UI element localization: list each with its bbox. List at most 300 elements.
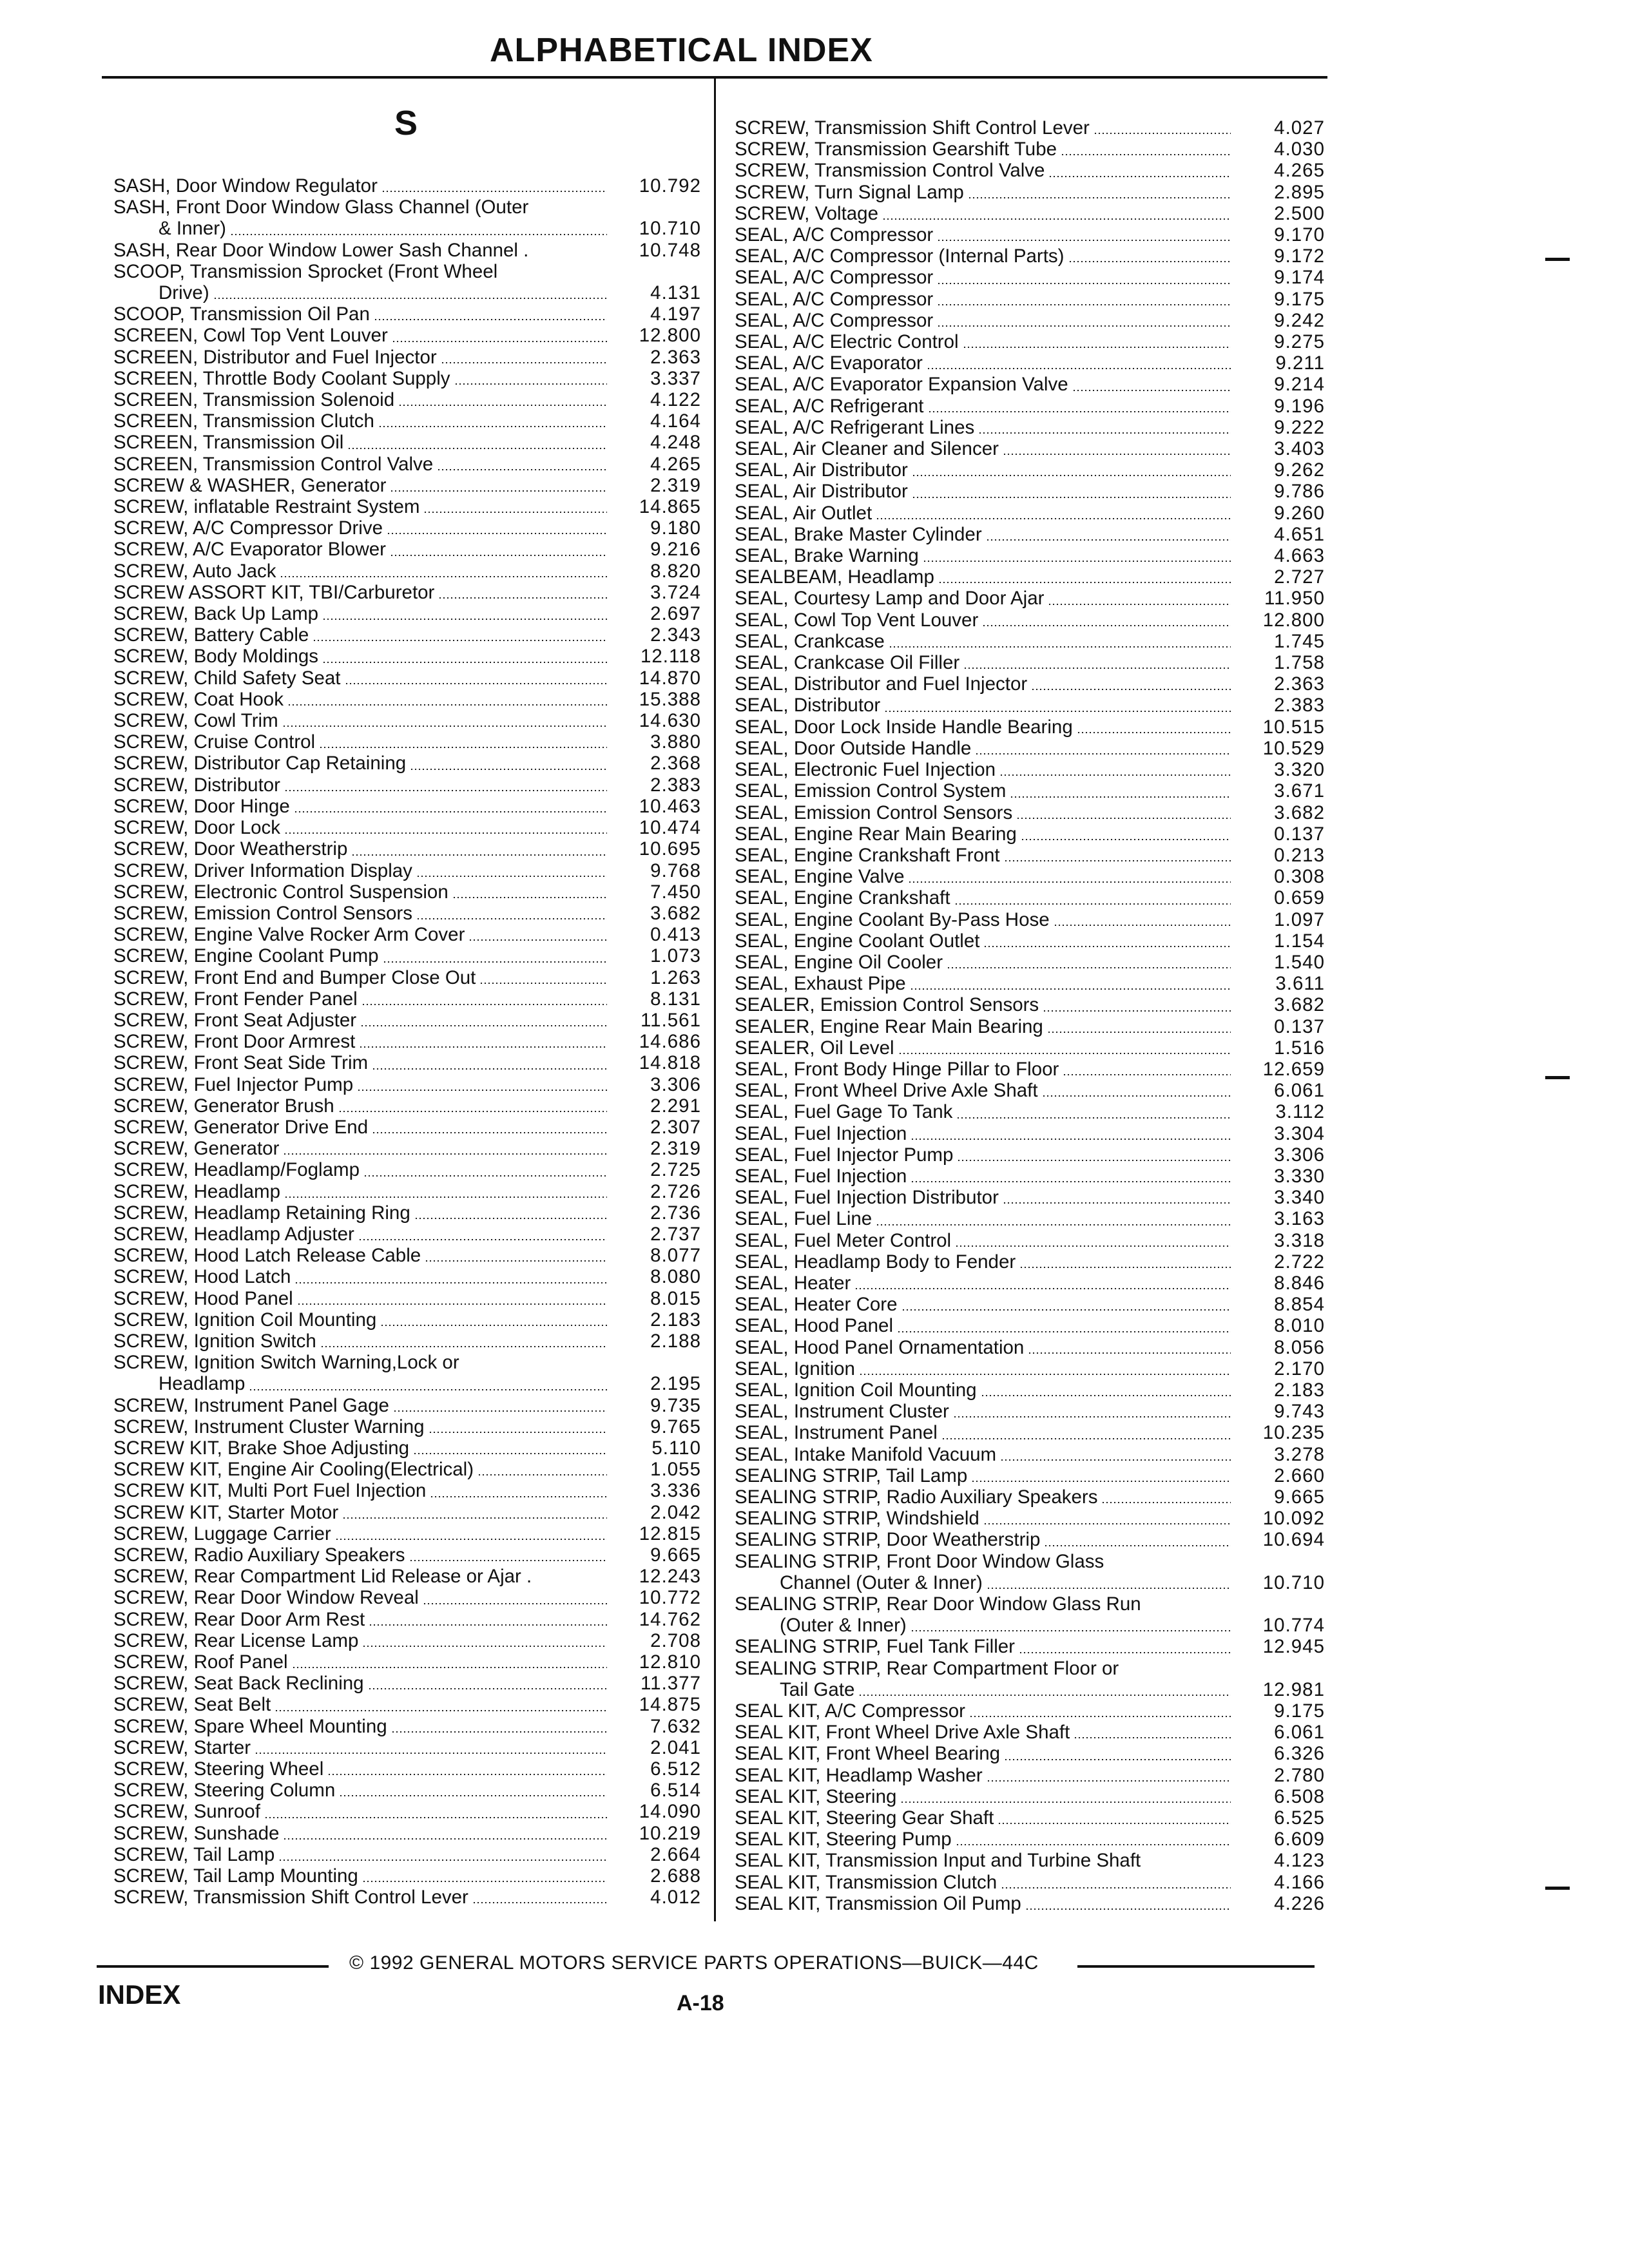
dot-leader [969, 1716, 1231, 1717]
index-entry [113, 1459, 701, 1480]
dot-leader [1101, 1502, 1231, 1503]
entry-description: SEAL, A/C Compressor (Internal Parts) [735, 245, 1065, 267]
entry-description: SCREW, Generator Drive End [113, 1116, 369, 1138]
entry-reference: 9.211 [1275, 352, 1325, 374]
entry-reference: 9.260 [1274, 502, 1325, 524]
index-entry [113, 325, 701, 346]
dot-leader [335, 1539, 607, 1540]
dot-leader [287, 704, 607, 706]
entry-description: SCREW, Auto Jack [113, 560, 276, 582]
dot-leader [947, 967, 1231, 968]
index-entry [113, 1288, 701, 1309]
entry-reference: 15.388 [639, 688, 701, 710]
index-entry [735, 695, 1325, 716]
entry-reference: 9.175 [1274, 1700, 1325, 1722]
entry-description: SCREW, Ignition Switch Warning,Lock or [113, 1352, 459, 1374]
entry-reference: 0.213 [1274, 844, 1325, 866]
entry-reference: 6.061 [1274, 1722, 1325, 1744]
entry-description: SCREW KIT, Engine Air Cooling(Electrical) [113, 1459, 474, 1481]
entry-reference: 3.330 [1274, 1165, 1325, 1187]
entry-description: SCREW, A/C Evaporator Blower [113, 539, 386, 561]
entry-description: SCREW, Engine Coolant Pump [113, 945, 379, 967]
entry-reference: 3.340 [1274, 1187, 1325, 1209]
entry-reference: 3.320 [1274, 759, 1325, 781]
index-entry [735, 1872, 1325, 1893]
entry-reference: 1.055 [650, 1459, 701, 1481]
entry-description: SEALING STRIP, Fuel Tank Filler [735, 1636, 1016, 1658]
index-entry [735, 1401, 1325, 1422]
dot-leader [1019, 1652, 1231, 1653]
footer-section-label: INDEX [98, 1979, 181, 2010]
entry-description: (Outer & Inner) [780, 1615, 907, 1637]
dot-leader [998, 1823, 1231, 1824]
dot-leader [978, 432, 1231, 434]
dot-leader [416, 876, 607, 877]
entry-description: SCREW, Engine Valve Rocker Arm Cover [113, 924, 465, 946]
dot-leader [342, 1517, 607, 1519]
dot-leader [884, 711, 1231, 712]
entry-description: SEAL, Air Distributor [735, 481, 908, 503]
entry-description: SCREW, Rear Compartment Lid Release or Ajar . [113, 1566, 532, 1588]
entry-reference: 0.137 [1274, 1015, 1325, 1037]
entry-reference: 3.611 [1275, 973, 1325, 995]
index-entry [113, 1117, 701, 1138]
entry-description: SEALING STRIP, Rear Door Window Glass Run [735, 1593, 1141, 1615]
entry-reference: 4.166 [1274, 1871, 1325, 1893]
index-entry [113, 774, 701, 796]
entry-reference: 0.308 [1274, 866, 1325, 888]
index-entry [735, 1101, 1325, 1122]
index-entry [735, 1187, 1325, 1208]
entry-description: SEAL, Fuel Gage To Tank [735, 1101, 953, 1123]
index-entry [113, 988, 701, 1010]
dot-leader [982, 625, 1231, 626]
entry-reference: 6.512 [650, 1758, 701, 1780]
index-entry [735, 481, 1325, 502]
entry-reference: 2.319 [650, 474, 701, 496]
entry-description: Drive) [159, 282, 209, 304]
entry-reference: 2.697 [650, 603, 701, 625]
dot-leader [338, 1111, 607, 1112]
entry-reference: 12.810 [639, 1651, 701, 1673]
dot-leader [398, 405, 607, 406]
index-entry [735, 1166, 1325, 1187]
dot-leader [438, 597, 607, 599]
dot-leader [292, 1667, 607, 1668]
entry-reference: 3.304 [1274, 1122, 1325, 1144]
entry-reference: 9.786 [1274, 481, 1325, 503]
dot-leader [278, 1860, 607, 1861]
dot-leader [358, 1239, 607, 1240]
entry-reference: 2.500 [1274, 202, 1325, 224]
dot-leader [1003, 1202, 1231, 1204]
entry-reference: 4.651 [1274, 523, 1325, 545]
dot-leader [280, 576, 607, 577]
entry-reference: 9.262 [1274, 459, 1325, 481]
entry-description: SEAL, Engine Valve [735, 866, 905, 888]
dot-leader [1043, 1010, 1231, 1012]
dot-leader [392, 341, 607, 342]
index-entry [113, 1502, 701, 1523]
entry-reference: 6.609 [1274, 1829, 1325, 1850]
dot-leader [889, 646, 1231, 648]
entry-reference: 4.123 [1274, 1850, 1325, 1872]
column-divider [714, 79, 716, 1921]
entry-reference: 2.368 [650, 753, 701, 774]
entry-description: SCREW, Headlamp [113, 1180, 281, 1202]
index-entry [735, 289, 1325, 310]
index-entry [735, 610, 1325, 631]
dot-leader [986, 539, 1231, 541]
entry-reference: 8.010 [1274, 1315, 1325, 1337]
entry-reference: 4.030 [1274, 139, 1325, 160]
entry-description: SEAL KIT, Steering Pump [735, 1829, 952, 1850]
entry-description: SEAL, A/C Electric Control [735, 331, 959, 353]
right-index-column [735, 117, 1325, 1914]
index-entry [735, 1144, 1325, 1166]
entry-reference: 2.195 [650, 1373, 701, 1395]
index-entry [113, 1416, 701, 1437]
entry-reference: 10.710 [1262, 1571, 1325, 1593]
dot-leader [956, 1844, 1231, 1845]
entry-description: SASH, Rear Door Window Lower Sash Channel . [113, 239, 529, 261]
index-entry [113, 817, 701, 838]
entry-description: SCREEN, Transmission Oil [113, 432, 344, 454]
index-entry [735, 759, 1325, 780]
dot-leader [987, 1588, 1231, 1589]
entry-reference: 1.154 [1274, 930, 1325, 952]
dot-leader [378, 426, 607, 427]
entry-description: & Inner) [159, 218, 226, 240]
entry-description: SEAL, Engine Crankshaft Front [735, 844, 1000, 866]
entry-reference: 12.800 [639, 325, 701, 347]
entry-description: SCREW, Child Safety Seat [113, 667, 341, 689]
index-entry [113, 967, 701, 988]
entry-description: SEAL KIT, Headlamp Washer [735, 1764, 983, 1786]
index-entry [113, 646, 701, 667]
entry-description: SCREEN, Throttle Body Coolant Supply [113, 367, 450, 389]
index-entry [113, 1224, 701, 1245]
index-entry [735, 1850, 1325, 1871]
entry-reference: 9.768 [650, 860, 701, 881]
dot-leader [264, 1817, 607, 1818]
entry-description: SCOOP, Transmission Oil Pan [113, 303, 370, 325]
entry-description: SEAL, Front Wheel Drive Axle Shaft [735, 1080, 1038, 1102]
dot-leader [876, 1224, 1231, 1225]
entry-reference: 9.665 [650, 1544, 701, 1566]
entry-description: SCREW, Transmission Gearshift Tube [735, 139, 1057, 160]
entry-description: SCREW, Spare Wheel Mounting [113, 1715, 387, 1737]
index-entry [113, 924, 701, 945]
entry-description: SEAL KIT, Steering Gear Shaft [735, 1807, 994, 1829]
index-entry [735, 545, 1325, 566]
entry-reference: 2.383 [1274, 695, 1325, 716]
entry-description: SCREW, Seat Belt [113, 1694, 271, 1716]
index-entry [735, 1422, 1325, 1443]
entry-description: SCREW, Hood Panel [113, 1287, 293, 1309]
entry-description: SEAL, Fuel Injection Distributor [735, 1187, 999, 1209]
index-entry [113, 1823, 701, 1844]
entry-description: SEAL, Headlamp Body to Fender [735, 1251, 1016, 1273]
entry-reference: 3.403 [1274, 438, 1325, 460]
index-entry [113, 303, 701, 325]
entry-reference: 11.950 [1264, 588, 1325, 610]
index-entry [113, 282, 701, 303]
dot-leader [313, 640, 607, 641]
index-entry [735, 909, 1325, 930]
dot-leader [320, 1346, 607, 1347]
dot-leader [347, 448, 607, 449]
entry-description: SEAL, Engine Oil Cooler [735, 951, 943, 973]
dot-leader [362, 1881, 607, 1882]
dot-leader [1061, 154, 1231, 155]
entry-description: SCREW, Door Weatherstrip [113, 838, 348, 860]
dot-leader [390, 490, 607, 492]
entry-reference: 14.762 [639, 1608, 701, 1630]
dot-leader [937, 325, 1231, 327]
entry-reference: 3.337 [650, 367, 701, 389]
entry-description: SCREW, Front Seat Adjuster [113, 1009, 357, 1031]
entry-description: SCREW, Driver Information Display [113, 860, 412, 881]
dot-leader [372, 1132, 607, 1133]
dot-leader [423, 1603, 607, 1604]
index-entry [735, 1508, 1325, 1529]
entry-description: SCREW, Ignition Switch [113, 1330, 316, 1352]
index-entry [113, 1373, 701, 1394]
entry-reference: 6.326 [1274, 1743, 1325, 1765]
footer-copyright: © 1992 GENERAL MOTORS SERVICE PARTS OPERATIONS—BUICK—44C [349, 1952, 1039, 1974]
index-entry [735, 1465, 1325, 1486]
index-entry [735, 224, 1325, 245]
entry-description: SCREW, Back Up Lamp [113, 603, 319, 625]
entry-description: SEAL, A/C Compressor [735, 267, 934, 289]
entry-description: SEAL, Hood Panel [735, 1315, 893, 1337]
entry-reference: 0.137 [1274, 823, 1325, 845]
dot-leader [359, 1046, 607, 1048]
entry-reference: 6.061 [1274, 1080, 1325, 1102]
entry-description: SEAL, Brake Warning [735, 545, 919, 567]
dot-leader [294, 811, 607, 812]
index-entry [113, 1801, 701, 1822]
entry-reference: 2.780 [1274, 1764, 1325, 1786]
entry-reference: 4.265 [1274, 160, 1325, 182]
index-entry [735, 952, 1325, 973]
index-entry [735, 673, 1325, 695]
dot-leader [255, 1753, 607, 1754]
entry-description: SCREW, Tail Lamp [113, 1843, 275, 1865]
index-entry [735, 1059, 1325, 1080]
dot-leader [282, 726, 607, 727]
entry-reference: 3.682 [1274, 994, 1325, 1016]
dot-leader [423, 512, 607, 513]
index-entry [735, 887, 1325, 908]
index-entry [113, 261, 701, 282]
index-entry [735, 1722, 1325, 1743]
entry-reference: 2.708 [650, 1629, 701, 1651]
index-entry [735, 652, 1325, 673]
entry-description: SEAL, A/C Compressor [735, 309, 934, 331]
dot-leader [363, 1175, 607, 1177]
dot-leader [900, 1802, 1231, 1803]
dot-leader [1068, 261, 1231, 262]
entry-reference: 9.170 [1274, 224, 1325, 246]
index-entry [113, 731, 701, 753]
dot-leader [898, 1053, 1231, 1054]
dot-leader [393, 1410, 607, 1412]
entry-description: SEAL, Courtesy Lamp and Door Ajar [735, 588, 1045, 610]
dot-leader [345, 683, 607, 684]
entry-reference: 14.818 [639, 1052, 701, 1074]
entry-reference: 2.725 [650, 1159, 701, 1181]
dot-leader [876, 518, 1231, 519]
entry-reference: 3.671 [1274, 780, 1325, 802]
dot-leader [968, 197, 1231, 198]
index-entry [735, 780, 1325, 802]
entry-reference: 2.664 [650, 1843, 701, 1865]
entry-reference: 12.945 [1262, 1636, 1325, 1658]
index-entry [735, 1379, 1325, 1401]
index-entry [735, 203, 1325, 224]
dot-leader [327, 1774, 607, 1775]
entry-description: SEALBEAM, Headlamp [735, 566, 934, 588]
entry-description: SEAL, Heater Core [735, 1294, 898, 1316]
entry-description: SCREW, Front Fender Panel [113, 988, 358, 1010]
index-entry [735, 1251, 1325, 1273]
entry-reference: 9.216 [650, 539, 701, 561]
index-entry [113, 539, 701, 560]
entry-reference: 14.630 [639, 710, 701, 732]
entry-reference: 1.097 [1274, 908, 1325, 930]
dot-leader [322, 619, 607, 620]
entry-description: SCREEN, Transmission Solenoid [113, 389, 395, 411]
dot-leader [957, 1160, 1231, 1161]
entry-reference: 8.077 [650, 1245, 701, 1267]
index-entry [113, 1309, 701, 1331]
index-entry [113, 668, 701, 689]
index-entry [113, 1095, 701, 1117]
dot-leader [391, 1731, 607, 1733]
entry-reference: 8.820 [650, 560, 701, 582]
index-entry [113, 689, 701, 710]
dot-leader [368, 1688, 607, 1689]
dot-leader [479, 983, 607, 984]
entry-description: SEAL, Crankcase Oil Filler [735, 652, 960, 674]
dot-leader [1025, 1908, 1231, 1910]
dot-leader [429, 1432, 607, 1433]
entry-reference: 2.319 [650, 1138, 701, 1160]
dot-leader [859, 1374, 1231, 1375]
dot-leader [983, 1523, 1231, 1524]
entry-description: SEAL, Door Outside Handle [735, 737, 972, 759]
entry-reference: 1.263 [650, 966, 701, 988]
entry-description: SEAL, Fuel Line [735, 1208, 872, 1230]
index-entry [113, 1651, 701, 1673]
index-entry [735, 524, 1325, 545]
entry-reference: 2.737 [650, 1223, 701, 1245]
index-entry [113, 838, 701, 860]
index-entry [113, 1587, 701, 1608]
entry-reference: 4.248 [650, 432, 701, 454]
dot-leader [1021, 839, 1231, 840]
entry-description: SEALER, Emission Control Sensors [735, 994, 1039, 1016]
entry-reference: 9.175 [1274, 288, 1325, 310]
dot-leader [908, 881, 1231, 883]
index-entry [113, 1181, 701, 1202]
entry-reference: 8.015 [650, 1287, 701, 1309]
index-entry [113, 368, 701, 389]
index-entry [113, 197, 701, 218]
entry-reference: 8.056 [1274, 1336, 1325, 1358]
dot-leader [410, 769, 607, 770]
entry-description: SCREW, Rear License Lamp [113, 1629, 359, 1651]
entry-description: SEAL, Air Outlet [735, 502, 872, 524]
dot-leader [1047, 1032, 1231, 1033]
entry-reference: 2.188 [650, 1330, 701, 1352]
dot-leader [1074, 1737, 1231, 1738]
entry-description: SEAL, A/C Compressor [735, 288, 934, 310]
entry-description: SCREW, Rear Door Window Reveal [113, 1587, 419, 1609]
index-entry [735, 1273, 1325, 1294]
dot-leader [319, 747, 607, 748]
entry-description: SEALER, Engine Rear Main Bearing [735, 1015, 1043, 1037]
entry-reference: 2.183 [650, 1309, 701, 1331]
entry-description: SCREW, Transmission Shift Control Lever [113, 1887, 468, 1908]
entry-reference: 0.659 [1274, 887, 1325, 909]
index-entry [113, 1887, 701, 1908]
entry-reference: 2.170 [1274, 1358, 1325, 1379]
entry-reference: 3.318 [1274, 1229, 1325, 1251]
entry-description: SEAL, Engine Coolant Outlet [735, 930, 980, 952]
dot-leader [983, 946, 1231, 947]
entry-description: SEAL, Hood Panel Ornamentation [735, 1336, 1025, 1358]
index-entry [113, 218, 701, 239]
index-entry [735, 631, 1325, 652]
entry-reference: 1.073 [650, 945, 701, 967]
entry-description: SCREW, Hood Latch Release Cable [113, 1245, 421, 1267]
dot-leader [230, 234, 607, 235]
entry-reference: 11.377 [640, 1673, 701, 1695]
dot-leader [1044, 1545, 1231, 1546]
index-entry [735, 930, 1325, 952]
entry-reference: 9.222 [1274, 416, 1325, 438]
entry-reference: 10.235 [1262, 1422, 1325, 1444]
dot-leader [284, 790, 607, 791]
index-entry [735, 1037, 1325, 1059]
index-entry [735, 1208, 1325, 1229]
entry-reference: 2.042 [650, 1501, 701, 1523]
index-entry [113, 1630, 701, 1651]
entry-description: SEALING STRIP, Rear Compartment Floor or [735, 1657, 1119, 1679]
dot-leader [357, 1090, 607, 1091]
entry-description: SCREW KIT, Brake Shoe Adjusting [113, 1437, 410, 1459]
entry-description: SCREW, Starter [113, 1736, 251, 1758]
entry-description: SCREW, Headlamp/Foglamp [113, 1159, 360, 1181]
dot-leader [928, 411, 1231, 412]
dot-leader [1072, 390, 1231, 391]
dot-leader [1004, 860, 1231, 861]
dot-leader [937, 283, 1231, 284]
dot-leader [430, 1496, 607, 1497]
dot-leader [339, 1795, 607, 1796]
index-entry [113, 1780, 701, 1801]
entry-description: SASH, Door Window Regulator [113, 175, 378, 197]
entry-description: SEAL, Ignition Coil Mounting [735, 1379, 977, 1401]
entry-reference: 4.012 [650, 1887, 701, 1908]
index-entry [113, 1673, 701, 1694]
entry-reference: 9.196 [1274, 395, 1325, 417]
entry-reference: 9.172 [1274, 245, 1325, 267]
footer-rule-right [1077, 1965, 1315, 1968]
